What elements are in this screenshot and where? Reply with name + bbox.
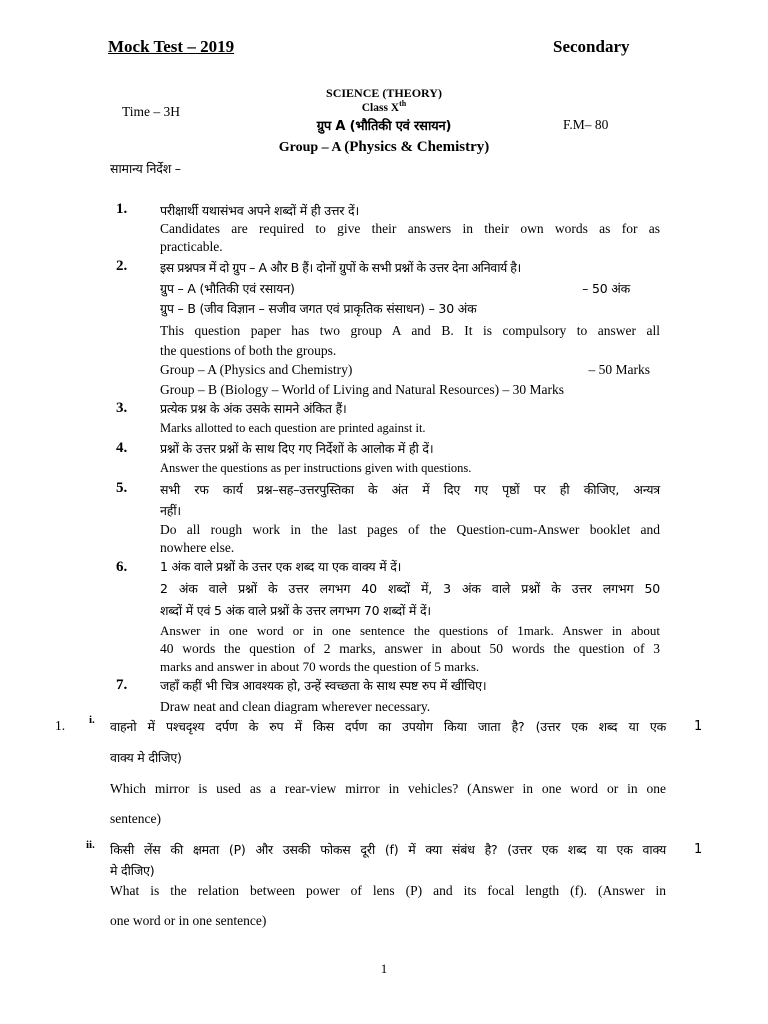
question-text: Which mirror is used as a rear-view mirror in vehicles? (Answer in one word or in one xyxy=(110,781,666,796)
question-marks: 1 xyxy=(694,719,703,734)
question-marks: 1 xyxy=(694,842,703,857)
subquestion-label: ii. xyxy=(86,839,95,851)
group-hindi-heading: ग्रुप A (भौतिकी एवं रसायन) xyxy=(316,119,452,134)
question-text: किसी लेंस की क्षमता (P) और उसकी फोकस दूरी (f) में क्या संबंध है? (उत्तर एक शब्द या एक वाक्य xyxy=(110,842,666,857)
instruction-text: practicable. xyxy=(160,239,223,254)
instruction-text: Draw neat and clean diagram wherever necessary. xyxy=(160,699,431,714)
instruction-text: प्रत्येक प्रश्न के अंक उसके सामने अंकित हैं। xyxy=(160,401,347,416)
time-label: Time – 3H xyxy=(122,104,181,119)
instruction-number: 7. xyxy=(116,677,128,693)
instruction-text: परीक्षार्थी यथासंभव अपने शब्दों में ही उत्तर दें। xyxy=(160,203,360,218)
instruction-number: 3. xyxy=(116,400,128,416)
instruction-text: 2 अंक वाले प्रश्नों के उत्तर लगभग 40 शब्दों में, 3 अंक वाले प्रश्नों के उत्तर लगभग 50 xyxy=(160,581,660,596)
group-english-heading: Group – A (Physics & Chemistry) xyxy=(278,139,490,155)
instruction-text: Answer in one word or in one sentence the questions of 1mark. Answer in about xyxy=(160,623,660,638)
instruction-number: 4. xyxy=(116,440,128,456)
page-number: 1 xyxy=(380,961,388,976)
instruction-number: 5. xyxy=(116,480,128,496)
instruction-text: Do all rough work in the last pages of the Question-cum-Answer booklet and xyxy=(160,522,660,537)
instruction-text: Answer the questions as per instructions given with questions. xyxy=(160,461,472,475)
question-text: मे दीजिए) xyxy=(110,863,155,878)
instruction-text: Candidates are required to give their answers in their own words as for as xyxy=(160,221,660,236)
instruction-text: सभी रफ कार्य प्रश्न–सह–उत्तरपुस्तिका के अंत में दिए गए पृष्ठों पर ही कीजिए, अन्यत्र xyxy=(160,482,660,497)
instruction-text: नहीं। xyxy=(160,503,181,518)
instruction-text: marks and answer in about 70 words the question of 5 marks. xyxy=(160,659,480,674)
subject-title: SCIENCE (THEORY) xyxy=(326,86,442,100)
instruction-text: शब्दों में एवं 5 अंक वाले प्रश्नों के उत्तर लगभग 70 शब्दों में दें। xyxy=(160,603,431,618)
question-text: What is the relation between power of lens (P) and its focal length (f). (Answer in xyxy=(110,883,666,898)
instruction-text: Group – B (Biology – World of Living and Natural Resources) – 30 Marks xyxy=(160,382,564,397)
instruction-text: ग्रुप – A (भौतिकी एवं रसायन) – 50 अंक xyxy=(160,281,630,296)
mock-test-title: Mock Test – 2019 xyxy=(108,37,235,56)
instruction-number: 6. xyxy=(116,559,128,575)
question-text: one word or in one sentence) xyxy=(110,913,267,928)
instruction-text: प्रश्नों के उत्तर प्रश्नों के साथ दिए गए निर्देशों के आलोक में ही दें। xyxy=(160,441,434,456)
instruction-text: Marks allotted to each question are printed against it. xyxy=(160,421,426,435)
instruction-number: 2. xyxy=(116,258,128,274)
instruction-text: इस प्रश्नपत्र में दो ग्रुप – A और B हैं। दोनों ग्रुपों के सभी प्रश्नों के उत्तर देना अनिवार्य है। xyxy=(160,260,521,275)
instruction-text: Group – A (Physics and Chemistry) – 50 Marks xyxy=(160,362,650,377)
instructions-title: सामान्य निर्देश – xyxy=(110,161,181,176)
level-label: Secondary xyxy=(553,37,630,56)
subquestion-label: i. xyxy=(89,714,95,726)
instruction-text: जहाँ कहीं भी चित्र आवश्यक हो, उन्हें स्वच्छता के साथ स्पष्ट रुप में खींचिए। xyxy=(160,678,487,693)
instruction-text: 1 अंक वाले प्रश्नों के उत्तर एक शब्द या एक वाक्य में दें। xyxy=(160,559,402,574)
instruction-text: 40 words the question of 2 marks, answer in about 50 words the question of 3 xyxy=(160,641,660,656)
question-text: वाक्य मे दीजिए) xyxy=(110,750,182,765)
instruction-text: nowhere else. xyxy=(160,540,235,555)
question-text: वाहनो में पश्चदृश्य दर्पण के रुप में किस दर्पण का उपयोग किया जाता है? (उत्तर एक शब्द या एक xyxy=(110,719,666,734)
question-text: sentence) xyxy=(110,811,161,826)
question-number: 1. xyxy=(55,718,66,733)
class-label: Class Xth xyxy=(361,99,407,114)
instruction-number: 1. xyxy=(116,201,128,217)
full-marks-label: F.M– 80 xyxy=(563,117,609,132)
instruction-text: ग्रुप – B (जीव विज्ञान – सजीव जगत एवं प्राकृतिक संसाधन) – 30 अंक xyxy=(160,301,477,316)
instruction-text: the questions of both the groups. xyxy=(160,343,337,358)
instruction-text: This question paper has two group A and B. It is compulsory to answer all xyxy=(160,323,660,338)
